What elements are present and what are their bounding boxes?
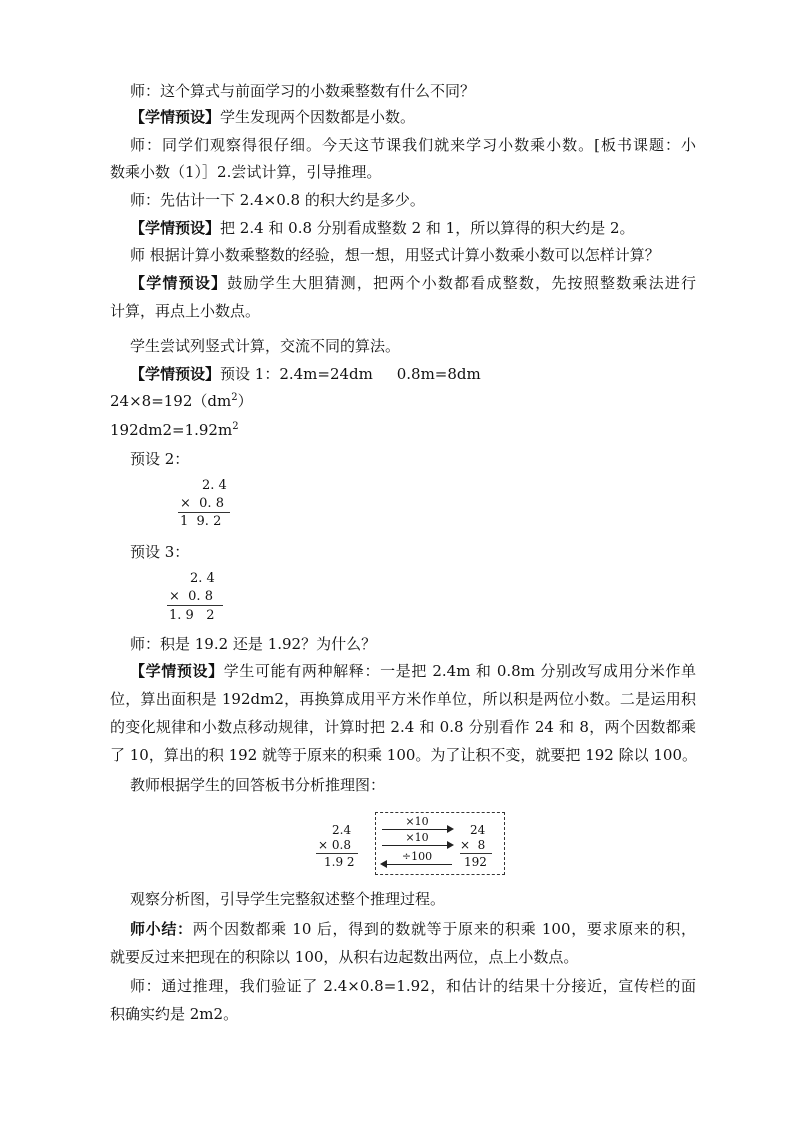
calc-row: × 0. 8 — [169, 589, 213, 604]
paragraph-15-line-2: 位，算出面积是 192dm2，再换算成用平方米作单位，所以积是两位小数。二是运用积 — [110, 690, 696, 708]
divide-arrow: ÷100 — [382, 850, 452, 866]
calc-rule — [178, 512, 230, 513]
preset-tag: 【学情预设】 — [130, 108, 221, 126]
paragraph-1: 师：这个算式与前面学习的小数乘整数有什么不同？ — [130, 82, 476, 100]
diagram-left-calculation — [312, 822, 372, 878]
paragraph-10: $24\times 8=192(dm^2)$ — [110, 392, 253, 410]
paragraph-18-line-2: 就要反过来把现在的积除以 100，从积右边起数出两位，点上小数点。 — [110, 948, 579, 966]
calc-row: × 0.8 — [318, 838, 351, 852]
multiply-arrow-1: ×10 — [382, 815, 452, 831]
calc-row: 2.4 — [332, 823, 352, 837]
summary-tag: 师小结： — [130, 920, 193, 938]
calc-row: × 8 — [460, 838, 486, 852]
paragraph-17: 观察分析图，引导学生完整叙述整个推理过程。 — [130, 890, 446, 908]
paragraph-16: 教师根据学生的回答板书分析推理图： — [130, 776, 386, 794]
paragraph-6: 师 根据计算小数乘整数的经验，想一想，用竖式计算小数乘小数可以怎样计算？ — [130, 246, 660, 264]
preset-tag: 【学情预设】 — [130, 274, 228, 292]
arrow-left-icon — [380, 860, 387, 868]
calc-row: × 0. 8 — [180, 496, 224, 511]
diagram-right-calculation — [458, 822, 502, 878]
paragraph-8: 学生尝试列竖式计算，交流不同的算法。 — [130, 337, 401, 355]
paragraph-9: 【学情预设】预设 1：2.4m=24dm 0.8m=8dm — [130, 365, 481, 383]
paragraph-19-line-1: 师：通过推理，我们验证了 2.4×0.8=1.92，和估计的结果十分接近，宣传栏的面 — [130, 977, 696, 995]
paragraph-2: 【学情预设】学生发现两个因数都是小数。 — [130, 108, 416, 126]
arrow-right-icon — [447, 841, 454, 849]
paragraph-11: $192dm2=1.92m^2$ — [110, 421, 239, 439]
calc-rule — [167, 605, 223, 606]
paragraph-14: 师：积是 19.2 还是 1.92？为什么？ — [130, 635, 377, 653]
calc-row: 2. 4 — [190, 571, 215, 586]
paragraph-15-line-4: 了 10，算出的积 192 就等于原来的积乘 100。为了让积不变，就要把 192 除以 100。 — [110, 746, 697, 764]
calc-row: 1 9. 2 — [180, 514, 222, 529]
preset-tag: 【学情预设】 — [130, 219, 221, 237]
paragraph-13: 预设 3： — [130, 543, 190, 561]
paragraph-15-line-1: 【学情预设】学生可能有两种解释：一是把 2.4m 和 0.8m 分别改写成用分米作单 — [130, 662, 696, 680]
multiply-arrow-2: ×10 — [382, 831, 452, 847]
calc-row: 1. 9 2 — [169, 608, 215, 623]
vertical-calculation-3 — [165, 571, 235, 627]
preset-tag: 【学情预设】 — [130, 662, 224, 680]
calc-row: 24 — [470, 823, 486, 837]
paragraph-7-line-2: 计算，再点上小数点。 — [110, 302, 261, 320]
calc-row: 2. 4 — [202, 478, 227, 493]
preset-tag: 【学情预设】 — [130, 365, 221, 383]
calc-row: 192 — [464, 855, 487, 869]
vertical-calculation-2 — [170, 478, 240, 534]
reasoning-diagram — [312, 812, 512, 882]
paragraph-15-line-3: 的变化规律和小数点移动规律，计算时把 2.4 和 0.8 分别看作 24 和 8，两个因数都乘 — [110, 718, 696, 736]
paragraph-19-line-2: 积确实约是 2m2。 — [110, 1005, 239, 1023]
paragraph-12: 预设 2： — [130, 450, 190, 468]
paragraph-3-line-1: 师：同学们观察得很仔细。今天这节课我们就来学习小数乘小数。[板书课题：小 — [130, 136, 696, 154]
calc-row: 1.9 2 — [324, 855, 355, 869]
paragraph-7-line-1: 【学情预设】鼓励学生大胆猜测，把两个小数都看成整数，先按照整数乘法进行 — [130, 274, 696, 292]
paragraph-18-line-1: 师小结：两个因数都乘 10 后，得到的数就等于原来的积乘 100，要求原来的积， — [130, 920, 696, 938]
paragraph-3-line-2: 数乘小数（1）］2.尝试计算，引导推理。 — [110, 163, 382, 181]
paragraph-5: 【学情预设】把 2.4 和 0.8 分别看成整数 2 和 1，所以算得的积大约是 2。 — [130, 219, 635, 237]
paragraph-4: 师：先估计一下 2.4×0.8 的积大约是多少。 — [130, 191, 425, 209]
